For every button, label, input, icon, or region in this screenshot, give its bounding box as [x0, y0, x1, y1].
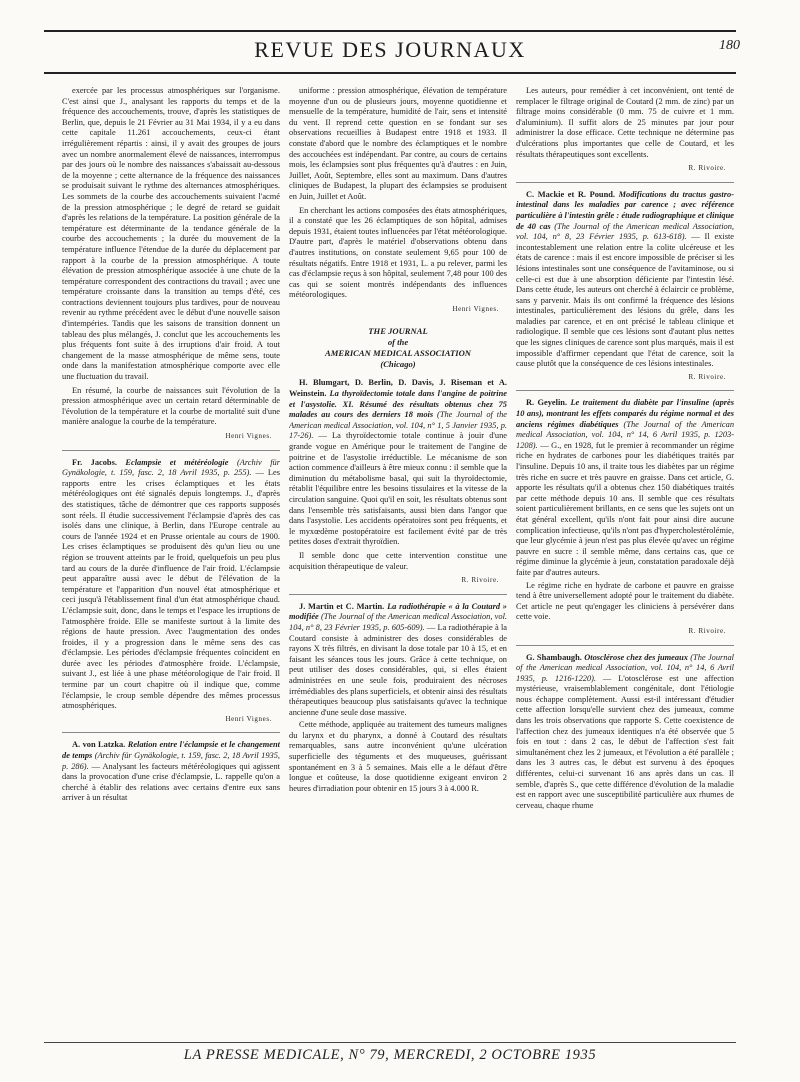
paragraph: En résumé, la courbe de naissances suit l'évolution de la pression atmosphérique avec un certain retard déterminable de l'évolution de la température et la courbe de mortalité suit d'une manière analogue la courbe de la température. [62, 385, 280, 427]
article-martin [289, 594, 507, 795]
article-body: — Analysant les facteurs météréologiques qui agissent dans la provocation d'une crise d'éclampsie, L. rappelle qu'on a cherché à établir des relations avec certains d'entre eux sans arriver à un résultat [62, 761, 280, 803]
article-reference: (The Journal of the American medical Association, vol. 104, n° 14, 6 Avril 1935, p. 1203-1208). [516, 419, 734, 450]
paragraph: Le régime riche en hydrate de carbone et pauvre en graisse tend à être universellement adopté pour le traitement du diabète. Cet article ne peut qu'engager les cliniciens à persévérer dans cette voie. [516, 580, 734, 622]
signature: R. Rivoire. [688, 372, 726, 381]
page-footer: LA PRESSE MEDICALE, N° 79, MERCREDI, 2 OCTOBRE 1935 [44, 1042, 736, 1064]
article-mackie [516, 182, 734, 383]
page-header [44, 30, 740, 74]
article-author: Fr. Jacobs. [72, 457, 117, 467]
article-blumgart [289, 378, 507, 585]
article-reference: (The Journal of the American medical Association, vol. 104, n° 14, 6 Avril 1935, p. 1216-1220). [516, 652, 734, 683]
article-body: — La radiothérapie à la Coutard consiste à administrer des doses considérables de rayons X très filtrés, en divisant la dose totale par 10 à 15, et en faisant les séances tous les jours. Grâce à cette technique, on peut utiliser des doses considérables, qui, si elles étaient administrées en une seule fois, produiraient des nécroses irrémédiables des plans superficiels, et obtenir ainsi des résultats thérapeutiques beaucoup plus satisfaisants qu'avec la technique ancienne d'une seule dose massive. [289, 622, 507, 717]
signature: R. Rivoire. [688, 164, 726, 173]
signature: Henri Vignes. [225, 714, 272, 723]
article-heading [62, 740, 280, 804]
paragraph: Les auteurs, pour remédier à cet inconvénient, ont tenté de remplacer le filtrage original de Coutard (2 mm. de zinc) par un filtrage moins considérable (0 mm. 75 de cuivre et 1 mm. d'aluminium). Il suffit alors de 25 minutes par jour pour administrer la dose efficace. Cette technique ne détermine pas d'ulcérations plus importantes que celle de Coutard, et les résultats thérapeutiques sont excellents. [516, 86, 734, 159]
article-reference: (Archiv für Gynäkologie, t. 159, fasc. 2, 18 Avril 1935, p. 286). [62, 751, 280, 771]
paragraph: exercée par les processus atmosphériques sur l'organisme. C'est ainsi que J., analysant les rapports du temps et de la fréquence des accouchements, trouve, d'après les statistiques de Berlin, que, depuis le 21 Février au 31 Mai 1934, il y a eu dans cette capitale 11.261 accouchements, ceux-ci étant irrégulièrement répartis : ainsi, il y avait des groupes de jours avec un nombre anormalement élevé de naissances, interrompus par des jours où le nombre des naissances s'abaissait au-dessous de la moyenne ; cette alternance de la fréquence des naissances se produisait suivant le rythme des alternances atmosphériques. Les sommets de la courbe des accouchements suivaient l'acmé de la pression atmosphérique ; le degré de retard se guidait d'après les relations de la température. La position générale de la température est déterminante de la tendance générale de la courbe des accouchements ; la durée du mouvement de la température influence l'étendue de la durée du déplacement par rapport à la courbe de la pression atmosphérique. A toute élévation de pression atmosphérique associée à une chute de la température correspondent des contractions du travail ; avec une température croissante dans la transition au temps d'été, ces contractions deviennent toujours plus tardives, pour de nouveau revenir au rythme précédent avec le début d'une nouvelle saison d'intempéries. Tandis que les saisons de transition donnent un tableau des plus mélangés, J. conclut que les accouchements les plus fréquents font suite à des irruptions d'air froid. A tout changement de la masse atmosphérique de même sens, toute onde dans la manifestation atmosphérique comporte avec elle une fluctuation du travail. [62, 86, 280, 382]
article-author: R. Geyelin. [526, 398, 568, 408]
article-title: Le traitement du diabète par l'insuline (après 10 ans), montrant les effets comparés du régime normal et des anciens régimes diabétiques [516, 398, 734, 429]
article-geyelin [516, 390, 734, 636]
article-heading [62, 458, 280, 712]
article-title: Otosclérose chez des jumeaux [584, 652, 688, 662]
column-3 [516, 86, 734, 1032]
article-heading [516, 190, 734, 370]
column-1 [62, 86, 280, 1032]
signature: Henri Vignes. [225, 432, 272, 440]
article-body: — La thyroïdectomie totale continue à jouir d'une grande vogue en Amérique pour le traitement de l'angine de poitrine et de l'asystolie irréductible. Le mécanisme de son action commence d'ailleurs à être mieux connu : il semble que la diminution du métabolisme basal, qui suit la thyroïdectomie, rétablit l'équilibre entre les besoins tissulaires et la vitesse de la circulation sanguine. Quoi qu'il en soit, les résultats obtenus sont dans l'ensemble très satisfaisants, aussi bien dans l'angor que dans l'asystolie. Les accidents opératoires sont peu fréquents, et le myxœdème postopératoire est facilement évité par de très petites doses d'extrait thyroïdien. [289, 431, 507, 547]
article-heading [516, 653, 734, 812]
paragraph: Cette méthode, appliquée au traitement des tumeurs malignes du larynx et du pharynx, a donné à Coutard des résultats remarquables, sans autre inconvénient qu'une ulcération superficielle des téguments et des muqueuses, guérissant spontanément en 3 à 5 semaines. Mais elle a le défaut d'être longue et coûteuse, la dose quotidienne exigeant environ 2 heures d'irradiation pour obtenir en 15 jours 3 à 4.000 R. [289, 720, 507, 793]
article-reference: (The Journal of the American medical Association, vol. 104, n° 8, 23 Février 1935, p. 613-618). [516, 221, 734, 242]
article-heading [516, 398, 734, 578]
article-reference: (The Journal of the American medical Association, vol. 104, n° 1, 5 Janvier 1935, p. 17-26). [289, 410, 507, 441]
article-author: H. Blumgart, D. Berlin, D. Davis, J. Riseman et A. Weinstein. [289, 378, 507, 399]
article-heading [289, 378, 507, 548]
article-author: C. Mackie et R. Pound. [526, 189, 615, 199]
article-jacobs [62, 450, 280, 725]
article-heading [289, 602, 507, 719]
article-shambaugh [516, 645, 734, 812]
paragraph: uniforme : pression atmosphérique, élévation de température moyenne d'un ou de plusieurs jours, moyenne quotidienne et mensuelle de la température, humidité de l'air, sens et intensité du vent. Il reprend cette question en se fondant sur ses observations recueillies à Budapest entre 1918 et 1933. Il constate d'abord que le nombre des éclamptiques et le nombre des accouchées est indépendant. Par contre, au cours de certains mois, les éclampsies sont plus fréquentes qu'à d'autres : en Juin, Juillet, Août, Septembre, elles sont au maximum. Dans d'autres cliniques de Budapest, la plupart des éclampsies se produisent en Juin, Juillet et Août. [289, 86, 507, 201]
article-reference: (The Journal of the American medical Association, vol. 104, n° 8, 23 Février 1935, p. 605-609). [289, 612, 507, 632]
article-body: — G., en 1928, fut le premier à recommander un régime riche en hydrates de carbones pour les diabétiques traités par l'insuline. Depuis 10 ans, il traite tous les diabètes par un régime très riche en sucre et très pauvre en graisse. Dans cet article, G. apporte les résultats qu'il a obtenus chez 150 diabétiques traités par cette méthode depuis 10 ans. Il semble que ces résultats soient particulièrement brillants, en ce sens que les sujets ont un état général excellent, qu'ils n'ont fait pour ainsi dire aucune complication infectieuse, qu'ils n'ont pas d'hypercholestérolémie, que leur glycémie à jeun n'est pas plus élevée qu'avec un régime pauvre en sucre : il semble même, dans certains cas, que ce régime diminue la glycémie à jeun, constatation paradoxale déjà faite par d'autres auteurs. [516, 440, 734, 577]
article-title: Modifications du tractus gastro-intestinal dans les maladies par carence ; avec référence particulière à l'intestin grêle : étude radiographique et clinique de 40 cas [516, 189, 734, 231]
signature: R. Rivoire. [688, 626, 726, 635]
journal-section-title: REVUE DES JOURNAUX [254, 37, 526, 62]
paragraph: En cherchant les actions composées des états atmosphériques, il a constaté que les 26 éclamptiques de son hôpital, admises depuis 1931, étaient toutes influencées par l'état météorologique. D'autre part, d'après le matériel d'observations obtenu dans d'autres institutions, on constate seulement 9,65 pour 100 de résultats négatifs. Entre 1918 et 1931, L. a pu relever, parmi les cas d'éclampsie reçus à son hôpital, seulement 7,48 pour 100 des cas qui se soient montrés indépendants des influences météorologiques. [289, 205, 507, 300]
article-body: — Les rapports entre les crises éclamptiques et les états météréologiques ont été signalés depuis longtemps. J., d'après des statistiques, tâche de démontrer que ces rapports supposés sont réels. Il étudie successivement l'éclampsie d'après des cas isolés dans une clinique, à Berlin, dans l'Europe centrale au cours de l'année 1924 et en Prusse orientale au cours de 1900. Les crises éclamptiques se produisent dès qu'un lieu ou une région se trouvent atteints par le froid, quelquefois un peu plus tard au cours de la durée d'influence de l'air froid. L'éclampsie peut apparaître aussi avec le début de l'élévation de la température et l'apparition d'un nouvel état atmosphérique et ceci jusqu'à l'établissement final d'un état atmosphérique chaud. L'éclampsie suit, donc, dans le temps et l'espace les irruptions de l'atmosphère froide. Elle se manifeste surtout à la limite des régions de haute pression. Avec l'augmentation des ondes froides, il y a progression dans le même sens des cas d'éclampsie. Les périodes d'éclampsie fréquentes coïncident en durée avec les périodes d'atmosphère froide. L'éclampsie, suivant J., est liée à une phase météorologique de l'air froid. Il termine par un court chapitre où il indique que, comme l'éclampsie, le croup semble dépendre des mêmes processus atmosphériques. [62, 468, 280, 711]
section-line: AMERICAN MEDICAL ASSOCIATION [325, 348, 471, 359]
article-title: La thyroïdectomie totale dans l'angine de poitrine et l'asystolie. XI. Résumé des résultats obtenus chez 75 malades au cours des derniers 18 mois [289, 389, 507, 420]
article-columns [62, 86, 754, 1032]
article-author: J. Martin et C. Martin. [299, 601, 385, 611]
article-author: G. Shambaugh. [526, 652, 582, 662]
paragraph: Il semble donc que cette intervention constitue une acquisition thérapeutique de valeur. [289, 550, 507, 571]
article-title: Relation entre l'éclampsie et le changement de temps [62, 740, 280, 761]
page-number: 180 [719, 38, 740, 53]
article-title: La radiothérapie « à la Coutard » modifiée [289, 601, 507, 622]
section-line: (Chicago) [380, 359, 416, 370]
article-title: Eclampsie et météréologie [125, 457, 229, 467]
column-2 [289, 86, 507, 1032]
section-line: of the [387, 337, 409, 348]
signature: R. Rivoire. [461, 576, 499, 585]
article-author: A. von Latzka. [72, 740, 126, 750]
section-line: THE JOURNAL [368, 326, 428, 337]
article-latzka [62, 732, 280, 804]
journal-section-heading [289, 326, 507, 370]
article-body: — Il existe incontestablement une relation entre la colite ulcéreuse et les états de carence : mais il est encore impossible de préciser si les lésions intestinales sont une conséquence de l'avitaminose, ou si celle-ci est due à une absorption déficiente par l'intestin lésé. Dans cette étude, les auteurs ont cherché à éclaircir ce problème, sans y parvenir. Mais ils ont confirmé la fréquence des lésions intestinales, particulièrement des lésions du grêle, dans les maladies par carence, et en ont précisé le tableau clinique et radiologique. Il semble que ces lésions sont d'autant plus nettes que les signes cliniques de carence sont plus marqués, mais il est impossible d'affirmer cependant que l'état de carence, soit la cause plutôt que la conséquence de ces lésions intestinales. [516, 232, 734, 369]
signature: Henri Vignes. [452, 304, 499, 313]
article-body: — L'otosclérose est une affection mystérieuse, vraisemblablement congénitale, dont l'étiologie nous échappe complètement. Aussi est-il intéressant d'étudier cette affection lorsqu'elle survient chez des jumeaux, comme dans les trois observations que rapporte S. Cette coexistence de l'affection chez des jumeaux identiques n'a été observée que 5 fois en tout : dans 2 cas, le début de l'affection s'est fait simultanément chez les 2 jumeaux, et l'évolution a été parallèle ; dans les 3 autres cas, le début est survenu à des époques différentes, celui-ci survenant 16 ans après dans un cas. Il semble, d'après S., que cette différence d'évolution de la maladie est en rapport avec une susceptibilité particulière aux rhumes de cerveau, chaque rhume [516, 673, 734, 810]
article-reference: (Archiv für Gynäkologie, t. 159, fasc. 2, 18 Avril 1935, p. 255). [62, 457, 280, 478]
